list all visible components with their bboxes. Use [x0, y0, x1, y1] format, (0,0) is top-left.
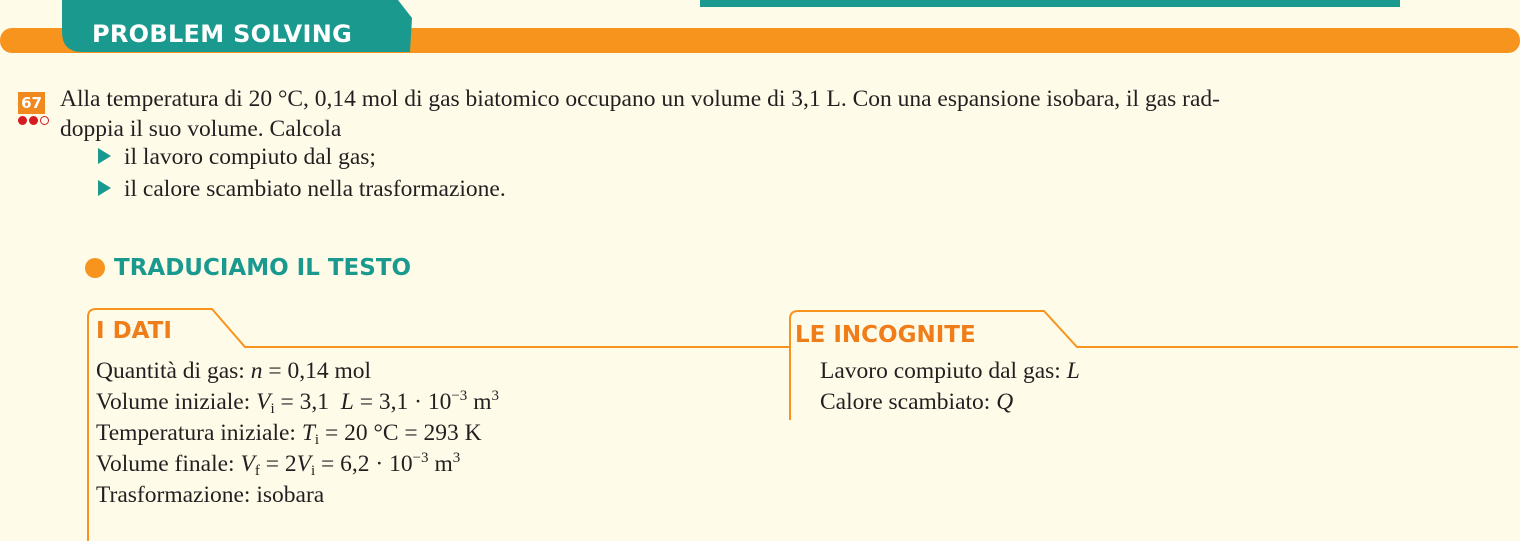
problem-text-line-2: doppia il suo volume. Calcola — [60, 116, 342, 142]
unknowns-box-title: LE INCOGNITE — [795, 322, 976, 348]
question-item: il lavoro compiuto dal gas; — [124, 144, 376, 170]
unknown-heat: Calore scambiato: Q — [820, 389, 1014, 415]
question-item: il calore scambiato nella trasformazione. — [124, 176, 506, 202]
unknown-work: Lavoro compiuto dal gas: L — [820, 358, 1080, 384]
section-title: TRADUCIAMO IL TESTO — [114, 255, 412, 281]
data-box-title: I DATI — [96, 318, 172, 344]
header-title: PROBLEM SOLVING — [92, 20, 353, 48]
data-quantity: Quantità di gas: n = 0,14 mol — [96, 358, 371, 384]
data-transformation: Trasformazione: isobara — [96, 482, 325, 508]
data-final-volume: Volume finale: $V_f = 2V_i = 6,2 \cdot 10^{-3}$ $m^3$ — [96, 450, 461, 479]
problem-number: 67 — [18, 92, 45, 114]
data-initial-volume: Volume iniziale: $V_i = 3,1$ $L = 3,1 \cdot 10^{-3}$ $m^3$ — [96, 388, 499, 417]
problem-text-line-1: Alla temperatura di 20 °C, 0,14 mol di gas biatomico occupano un volume di 3,1 L. Con una espansione isobara, il gas rad- — [60, 86, 1220, 112]
data-initial-temperature: Temperatura iniziale: $T_i = 20$ °C = 293 K — [96, 420, 482, 448]
